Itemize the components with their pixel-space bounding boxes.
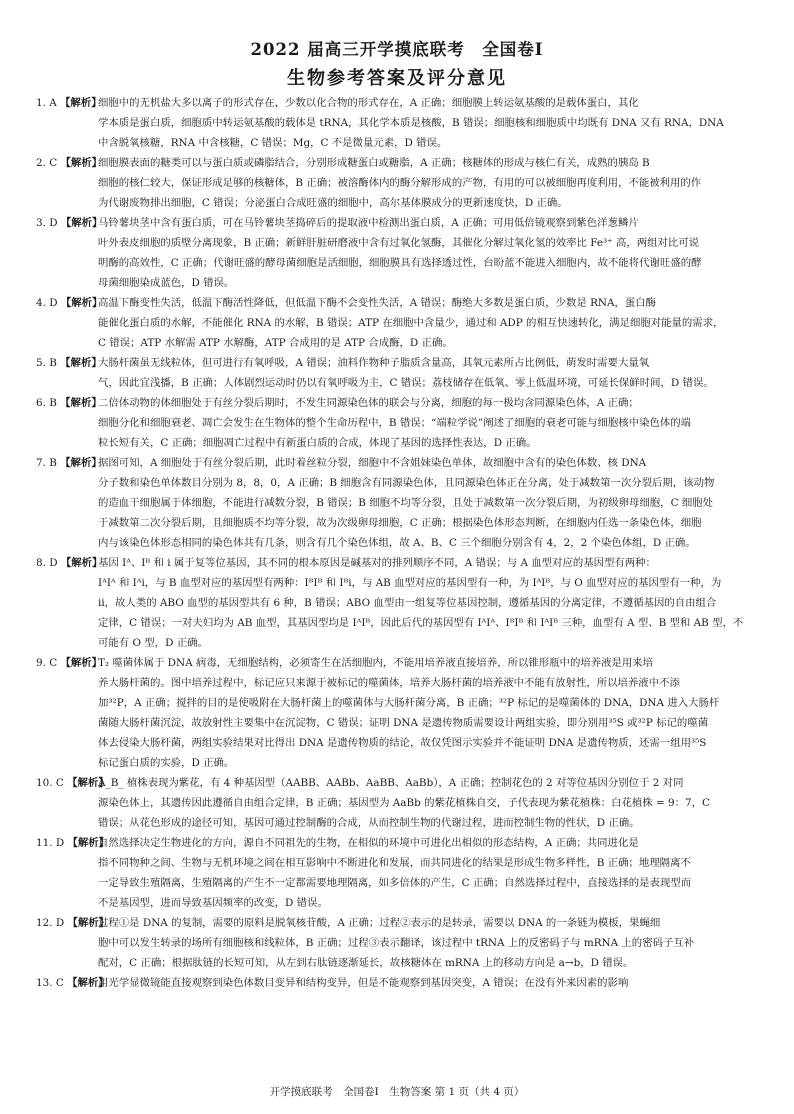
question-answer: 2. C xyxy=(36,157,58,169)
answer-item xyxy=(36,393,771,453)
answer-explanation: 高温下酶变性失活，低温下酶活性降低，但低温下酶不会变性失活，A 错误；酶绝大多数是蛋白质，少数是 RNA，蛋白酶 能催化蛋白质的水解，不能催化 RNA 的水解，B 错误；ATP 在细胞中含量少，通过和 ADP 的相互快速转化，满足细胞对能量的需求， C 错误；ATP 水解需 ATP 水解酶，ATP 合成用的是 ATP 合成酶，D 正确。 xyxy=(98,297,724,349)
analysis-tag: 【解析】 xyxy=(67,917,110,929)
question-answer: 9. C xyxy=(36,657,58,669)
answer-explanation: 自然选择决定生物进化的方向，源自不同祖先的生物，在相似的环境中可进化出相似的形态结构，A 正确；共同进化是 指不同物种之间、生物与无机环境之间在相互影响中不断进化和发展，而共同进化的结果是形成生物多样性，B 正确；地理隔离不 一定导致生殖隔离，生殖隔离的产生不一定都需要地理隔离，如多倍体的产生，C 正确；自然选择过程中，直接选择的是表现型而 不是基因型，进而导致基因频率的改变，D 错误。 xyxy=(98,837,692,909)
answer-explanation: 大肠杆菌虽无线粒体，但可进行有氧呼吸，A 错误；油料作物种子脂质含量高，其氧元素所占比例低，萌发时需要大量氧 气，因此宜浅播，B 正确；人体剧烈运动时仍以有氧呼吸为主，C 错误；荔枝储存在低氧、零上低温环境，可延长保鲜时间，D 错误。 xyxy=(98,357,714,389)
answer-explanation: 马铃薯块茎中含有蛋白质，可在马铃薯块茎捣碎后的提取液中检测出蛋白质，A 正确；可用低倍镜观察到紫色洋葱鳞片 叶外表皮细胞的质壁分离现象，B 正确；新鲜肝脏研磨液中含有过氧化氢酶，其催化分解过氧化氢的效率比 Fe³⁺ 高，两组对比可说 明酶的高效性，C 正确；代谢旺盛的酵母菌细胞是活细胞，细胞膜具有选择透过性，台盼蓝不能进入细胞内，故不能将代谢旺盛的酵 母菌细胞染成蓝色，D 错误。 xyxy=(98,217,702,289)
exam-title: 2022 届高三开学摸底联考 全国卷Ⅰ xyxy=(250,40,544,59)
answer-number xyxy=(36,153,103,213)
answer-item xyxy=(36,833,771,913)
answer-item xyxy=(36,913,771,973)
answer-item xyxy=(36,293,771,353)
analysis-tag: 【解析】 xyxy=(60,457,102,469)
answer-item xyxy=(36,653,771,773)
answer-number xyxy=(36,773,109,833)
answer-key-title: 生物参考答案及评分意见 xyxy=(287,68,507,89)
answer-explanation: 细胞中的无机盐大多以离子的形式存在，少数以化合物的形式存在，A 正确；细胞膜上转运氨基酸的是载体蛋白，其化 学本质是蛋白质，细胞质中转运氨基酸的载体是 tRNA，其化学本质是核酸，B 错误；细胞核和细胞质中均既有 DNA 又有 RNA，DNA 中含脱氧核糖，RNA 中含核糖，C 错误；Mg，C 不是微量元素，D 错误。 xyxy=(98,97,724,149)
question-answer: 11. D xyxy=(36,837,65,849)
answer-explanation: 据图可知，A 细胞处于有丝分裂后期，此时着丝粒分裂，细胞中不含姐妹染色单体，故细胞中含有的染色体数、核 DNA 分子数和染色单体数目分别为 8，8，0，A 正确；B 细胞含有同源染色体，且同源染色体正在分离，处于减数第一次分裂后期，该动物 的造血干细胞属于体细胞，不能进行减数分裂，B 错误；B 细胞不均等分裂，且处于减数第一次分裂后期，为初级卵母细胞，C 细胞处 于减数第二次分裂后期，且细胞质不均等分裂，故为次级卵母细胞，C 正确；根据染色体形态判断，在细胞内任选一条染色体，细胞 内与该染色体形态相同的染色体共有几条，则含有几个染色体组，故 A、B、C 三个细胞分别含有 4，2，2 个染色体组，D 正确。 xyxy=(98,457,715,549)
analysis-tag: 【解析】 xyxy=(60,217,103,229)
question-answer: 5. B xyxy=(36,357,57,369)
answer-item xyxy=(36,973,771,993)
answer-explanation: 过程①是 DNA 的复制，需要的原料是脱氧核苷酸，A 正确；过程②表示的是转录，需要以 DNA 的一条链为模板，果蝇细 胞中可以发生转录的场所有细胞核和线粒体，B 正确；过程③表示翻译，该过程中 tRNA 上的反密码子与 mRNA 上的密码子互补 配对，C 正确；根据肽链的长短可知，从左到右肽链逐渐延长，故核糖体在 mRNA 上的移动方向是 a→b，D 错误。 xyxy=(98,917,695,969)
answer-explanation: 用光学显微镜能直接观察到染色体数目变异和结构变异，但是不能观察到基因突变，A 错误；在没有外来因素的影响 xyxy=(98,977,629,989)
answer-item xyxy=(36,453,771,553)
analysis-tag: 【解析】 xyxy=(60,297,103,309)
answer-explanation: A_B_ 植株表现为紫花，有 4 种基因型（AABB、AABb、AaBB、AaBb），A 正确；控制花色的 2 对等位基因分别位于 2 对同 源染色体上，其遗传因此遵循自由组合定律，B 正确；基因型为 AaBb 的紫花植株自交，子代表现为紫花植株：白花植株 = 9：7，C 错误；从花色形成的途径可知，基因可通过控制酶的合成，从而控制生物的代谢过程，进而控制生物的性状，D 正确。 xyxy=(98,777,710,829)
question-answer: 13. C xyxy=(36,977,64,989)
answer-number xyxy=(36,213,103,293)
answer-explanation: T₂ 噬菌体属于 DNA 病毒，无细胞结构，必须寄生在活细胞内，不能用培养液直接培养，所以锥形瓶中的培养液是用来培 养大肠杆菌的。图中培养过程中，标记应只来源于被标记的噬菌体，培养大肠杆菌的培养液中不能有放射性，所以培养液中不添 加³²P，A 正确；搅拌的目的是使吸附在大肠杆菌上的噬菌体与大肠杆菌分离，B 正确；³²P 标记的是噬菌体的 DNA，DNA 进入大肠杆 菌随大肠杆菌沉淀，故放射性主要集中在沉淀物，C 错误；证明 DNA 是遗传物质需要设计两组实验，即分别用³⁵S 或³²P 标记的噬菌 体去侵染大肠杆菌，两组实验结果对比得出 DNA 是遗传物质的结论，故仅凭图示实验并不能证明 DNA 是遗传物质，还需一组用³⁵S 标记蛋白质的实验，D 正确。 xyxy=(98,657,720,769)
analysis-tag: 【解析】 xyxy=(60,97,102,109)
answer-number xyxy=(36,553,103,653)
answer-item xyxy=(36,773,771,833)
question-answer: 12. D xyxy=(36,917,65,929)
answer-number xyxy=(36,93,102,153)
answer-number xyxy=(36,393,102,453)
answer-item xyxy=(36,213,771,293)
question-answer: 10. C xyxy=(36,777,64,789)
answer-explanation: 细胞膜表面的糖类可以与蛋白质或磷脂结合，分别形成糖蛋白或糖脂，A 正确；核糖体的形成与核仁有关，成熟的胰岛 B 细胞的核仁较大，保证形成足够的核糖体，B 正确；被溶酶体内的酶分解形成的产物，有用的可以被细胞再度利用，不能被利用的作 为代谢废物排出细胞，C 错误；分泌蛋白合成旺盛的细胞中，高尔基体膜成分的更新速度快，D 正确。 xyxy=(98,157,702,209)
page-footer: 开学摸底联考 全国卷Ⅰ 生物答案 第 1 页（共 4 页） xyxy=(269,1086,525,1098)
question-answer: 4. D xyxy=(36,297,58,309)
answer-number xyxy=(36,833,110,913)
answer-number xyxy=(36,973,109,993)
analysis-tag: 【解析】 xyxy=(60,157,103,169)
question-answer: 7. B xyxy=(36,457,57,469)
answer-explanation: 基因 Iᴬ、Iᴮ 和 i 属于复等位基因，其不同的根本原因是碱基对的排列顺序不同，A 错误；与 A 血型对应的基因型有两种： IᴬIᴬ 和 Iᴬi，与 B 血型对应的基因型有两种：IᴮIᴮ 和 Iᴮi，与 AB 血型对应的基因型有一种，为 IᴬIᴮ，与 O 血型对应的基因型有一种，为 ii，故人类的 ABO 血型的基因型共有 6 种，B 错误；ABO 血型由一组复等位基因控制，遵循基因的分离定律，不遵循基因的自由组合 定律，C 错误；一对夫妇均为 AB 血型，其基因型均是 IᴬIᴮ，因此后代的基因型有 IᴬIᴬ、IᴮIᴮ 和 IᴬIᴮ 三种，血型有 A 型、B 型和 AB 型，不 可能有 O 型，D 正确。 xyxy=(98,557,744,649)
analysis-tag: 【解析】 xyxy=(67,977,109,989)
answer-item xyxy=(36,93,771,153)
answer-item xyxy=(36,553,771,653)
answer-number xyxy=(36,453,102,553)
answer-number xyxy=(36,913,110,973)
question-answer: 8. D xyxy=(36,557,58,569)
analysis-tag: 【解析】 xyxy=(60,357,102,369)
answer-number xyxy=(36,293,103,353)
question-answer: 3. D xyxy=(36,217,58,229)
answer-item xyxy=(36,153,771,213)
question-answer: 6. B xyxy=(36,397,57,409)
question-answer: 1. A xyxy=(36,97,57,109)
analysis-tag: 【解析】 xyxy=(60,397,102,409)
analysis-tag: 【解析】 xyxy=(67,777,109,789)
answer-number xyxy=(36,353,102,393)
analysis-tag: 【解析】 xyxy=(60,657,103,669)
answer-item xyxy=(36,353,771,393)
answer-number xyxy=(36,653,103,773)
analysis-tag: 【解析】 xyxy=(67,837,110,849)
analysis-tag: 【解析】 xyxy=(60,557,103,569)
answer-list xyxy=(36,93,771,993)
answer-explanation: 二倍体动物的体细胞处于有丝分裂后期时，不发生同源染色体的联会与分离，细胞的每一极均含同源染色体，A 正确； 细胞分化和细胞衰老、凋亡会发生在生物体的整个生命历程中，B 错误；“端粒学说”阐述了细胞的衰老可能与细胞核中染色体的端 粒长短有关，C 正确；细胞凋亡过程中有新蛋白质的合成，体现了基因的选择性表达，D 正确。 xyxy=(98,397,692,449)
